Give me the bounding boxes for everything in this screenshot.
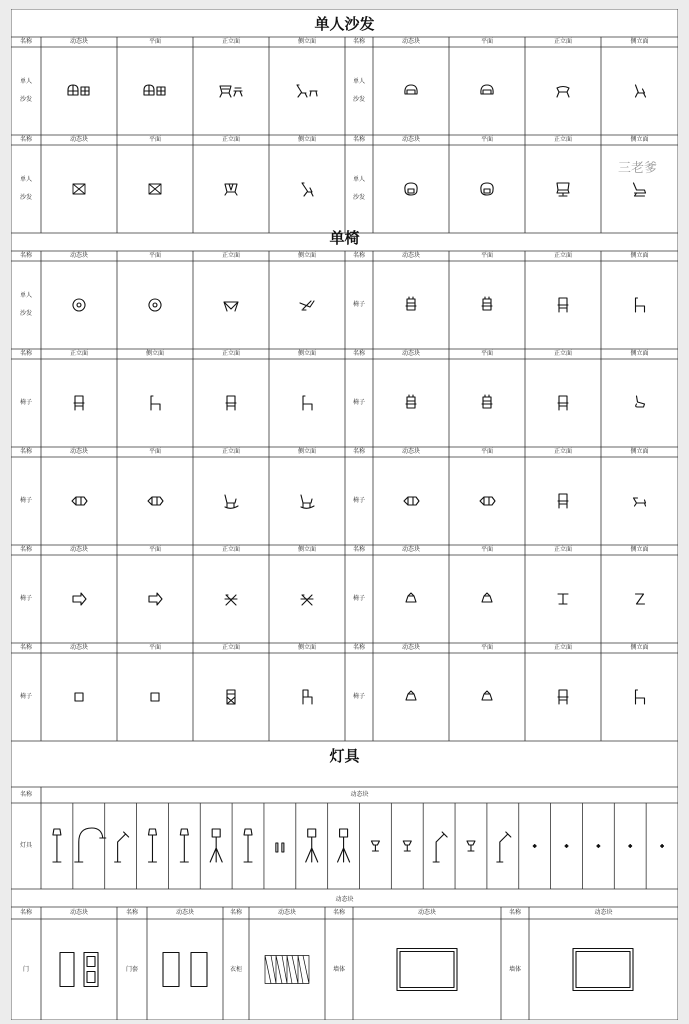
row-label: 灯具 — [19, 842, 32, 849]
row-label: 单人沙发 — [20, 176, 33, 201]
recliner-side-icon — [634, 498, 646, 506]
column-header: 名称 — [19, 136, 32, 143]
column-header: 平面 — [148, 448, 161, 455]
egg-chair-front-icon — [557, 183, 569, 196]
drawing-sheet — [11, 9, 678, 1020]
lamp-dot-icon — [534, 845, 536, 847]
desk-lamp-icon — [497, 832, 511, 862]
column-header: 正立面 — [553, 546, 572, 553]
column-header: 动态块 — [401, 252, 420, 259]
butterfly-chair-icon — [73, 184, 85, 194]
egg-chair-icon — [405, 183, 417, 195]
column-header: 侧立面 — [297, 546, 316, 553]
square-stool-icon — [151, 693, 159, 701]
column-header: 侧立面 — [630, 644, 649, 651]
section-title: 单椅 — [329, 229, 360, 247]
section-title: 单人沙发 — [314, 15, 375, 33]
column-header: 名称 — [19, 909, 32, 916]
column-header: 名称 — [352, 448, 365, 455]
column-header: 正立面 — [553, 252, 572, 259]
armchair-side-icon — [297, 85, 317, 97]
column-header: 平面 — [480, 136, 493, 143]
chair-side-icon — [636, 298, 645, 312]
chair-icon — [406, 395, 416, 408]
column-header: 动态块 — [401, 546, 420, 553]
column-header: 平面 — [148, 644, 161, 651]
column-header: 正立面 — [221, 644, 240, 651]
chair-front-icon — [74, 396, 84, 410]
rocking-chair-icon — [225, 495, 238, 508]
chair-front-icon — [558, 396, 568, 410]
wall-icon — [573, 949, 633, 991]
column-header: 平面 — [148, 136, 161, 143]
column-header: 名称 — [352, 350, 365, 357]
column-header: 平面 — [480, 546, 493, 553]
column-header: 正立面 — [553, 644, 572, 651]
square-stool-icon — [75, 693, 83, 701]
stool-side-icon — [636, 594, 645, 604]
column-header: 正立面 — [221, 350, 240, 357]
sling-chair-front-icon — [224, 302, 238, 311]
column-header: 动态块 — [69, 136, 88, 143]
row-label: 椅子 — [19, 399, 32, 406]
armchair-front-icon — [220, 86, 242, 97]
chair-icon — [482, 297, 492, 310]
tripod-lamp-icon — [210, 829, 222, 862]
column-header: 平面 — [148, 38, 161, 45]
column-header: 平面 — [480, 350, 493, 357]
recliner-icon — [72, 497, 87, 505]
cantilever-chair-icon — [636, 396, 645, 407]
round-chair-side-icon — [636, 85, 646, 97]
desk-lamp-icon — [115, 832, 129, 862]
column-header: 名称 — [19, 644, 32, 651]
lamp-dot-icon — [629, 845, 631, 847]
recliner-icon — [480, 497, 495, 505]
column-header: 平面 — [480, 644, 493, 651]
row-label: 门套 — [125, 965, 138, 973]
row-label: 单人沙发 — [353, 176, 366, 201]
column-header: 侧立面 — [630, 252, 649, 259]
column-header: 侧立面 — [630, 136, 649, 143]
column-header: 动态块 — [401, 136, 420, 143]
section-title: 灯具 — [329, 747, 360, 765]
column-header: 正立面 — [221, 252, 240, 259]
column-header: 名称 — [19, 350, 32, 357]
row-label: 椅子 — [19, 693, 32, 700]
butterfly-chair-front-icon — [225, 184, 237, 195]
chair-side-icon — [303, 396, 312, 410]
table-grid — [11, 9, 678, 1020]
chair-side-icon — [636, 690, 645, 704]
round-chair-icon — [405, 85, 417, 94]
column-header: 名称 — [352, 136, 365, 143]
lamp-pair-icon — [276, 843, 284, 852]
row-label: 单人沙发 — [353, 78, 366, 103]
column-header: 动态块 — [350, 791, 369, 798]
recliner-icon — [148, 497, 163, 505]
column-header: 侧立面 — [297, 136, 316, 143]
column-header: 侧立面 — [145, 350, 164, 357]
column-header: 侧立面 — [297, 350, 316, 357]
column-header: 动态块 — [69, 909, 88, 916]
stool-front-icon — [558, 594, 568, 604]
column-header: 正立面 — [553, 38, 572, 45]
tripod-lamp-icon — [338, 829, 350, 862]
row-label: 衣柜 — [229, 965, 242, 973]
row-label: 单人沙发 — [20, 78, 33, 103]
column-header: 平面 — [148, 546, 161, 553]
column-header: 名称 — [352, 252, 365, 259]
chair-front-icon — [558, 690, 568, 704]
stool-icon — [482, 593, 492, 602]
row-label: 椅子 — [352, 693, 365, 700]
column-header: 正立面 — [221, 38, 240, 45]
column-header: 侧立面 — [630, 38, 649, 45]
chair-side-icon — [151, 396, 160, 410]
door-frame-icon — [191, 953, 207, 987]
butterfly-chair-icon — [149, 184, 161, 194]
stool-icon — [406, 691, 416, 700]
column-header: 名称 — [352, 38, 365, 45]
chair-icon — [482, 395, 492, 408]
column-header: 动态块 — [69, 546, 88, 553]
column-header: 正立面 — [221, 448, 240, 455]
column-header: 名称 — [19, 448, 32, 455]
column-header: 动态块 — [401, 448, 420, 455]
column-header: 动态块 — [69, 252, 88, 259]
column-header: 正立面 — [69, 350, 88, 357]
row-label: 椅子 — [19, 497, 32, 504]
armchair-pair-icon — [144, 85, 165, 95]
column-header: 动态块 — [594, 909, 613, 916]
column-header: 名称 — [229, 909, 242, 916]
chair-front-icon — [558, 298, 568, 312]
wardrobe-icon — [265, 956, 309, 984]
lamp-dot-icon — [661, 845, 663, 847]
floor-lamp-icon — [244, 829, 252, 862]
director-chair-side-icon — [303, 690, 312, 704]
column-header: 名称 — [19, 252, 32, 259]
column-header: 正立面 — [221, 546, 240, 553]
arrow-chair-icon — [73, 593, 86, 605]
column-header: 侧立面 — [297, 448, 316, 455]
round-chair-icon — [481, 85, 493, 94]
column-header: 名称 — [19, 791, 32, 798]
column-header: 侧立面 — [630, 546, 649, 553]
column-header: 侧立面 — [630, 448, 649, 455]
rocking-chair-icon — [301, 495, 314, 508]
butterfly-chair-side-icon — [302, 183, 313, 196]
column-header: 名称 — [352, 644, 365, 651]
column-header: 动态块 — [69, 448, 88, 455]
round-seat-icon — [73, 299, 85, 311]
watermark: 三老爹 — [618, 161, 658, 176]
column-header: 平面 — [480, 448, 493, 455]
column-header: 平面 — [480, 252, 493, 259]
column-header: 侧立面 — [297, 644, 316, 651]
stool-icon — [482, 691, 492, 700]
row-label: 椅子 — [352, 399, 365, 406]
column-header: 名称 — [19, 546, 32, 553]
column-header: 动态块 — [175, 909, 194, 916]
chair-front-icon — [558, 494, 568, 508]
column-header: 动态块 — [417, 909, 436, 916]
floor-lamp-icon — [148, 829, 156, 862]
column-header: 动态块 — [69, 644, 88, 651]
column-header: 正立面 — [553, 136, 572, 143]
lamp-dot-icon — [566, 845, 568, 847]
column-header: 正立面 — [221, 136, 240, 143]
column-header: 正立面 — [553, 448, 572, 455]
door-frame-icon — [163, 953, 179, 987]
sling-chair-side-icon — [300, 301, 314, 310]
column-header: 正立面 — [553, 350, 572, 357]
column-header: 名称 — [19, 38, 32, 45]
arc-lamp-icon — [75, 828, 106, 862]
floor-lamp-icon — [180, 829, 188, 862]
row-label: 椅子 — [352, 595, 365, 602]
round-seat-icon — [149, 299, 161, 311]
column-header: 侧立面 — [630, 350, 649, 357]
column-header: 动态块 — [401, 38, 420, 45]
floor-lamp-icon — [53, 829, 61, 862]
column-header: 动态块 — [69, 38, 88, 45]
arrow-chair-icon — [149, 593, 162, 605]
row-label: 门 — [22, 965, 29, 973]
row-label: 墙体 — [332, 965, 345, 973]
column-header: 侧立面 — [297, 38, 316, 45]
tripod-lamp-icon — [306, 829, 318, 862]
director-chair-front-icon — [227, 690, 235, 704]
column-header: 动态块 — [277, 909, 296, 916]
column-header: 名称 — [352, 546, 365, 553]
chair-icon — [406, 297, 416, 310]
wall-icon — [397, 949, 457, 991]
column-header: 平面 — [480, 38, 493, 45]
row-label: 椅子 — [19, 595, 32, 602]
column-header: 名称 — [332, 909, 345, 916]
column-header: 平面 — [148, 252, 161, 259]
row-label: 椅子 — [352, 497, 365, 504]
door-panel-icon — [84, 953, 98, 987]
folding-chair-icon — [225, 595, 237, 605]
lounge-chair-side-icon — [634, 183, 646, 196]
table-lamp-icon — [371, 841, 379, 851]
column-header: 动态块 — [401, 350, 420, 357]
chair-front-icon — [226, 396, 236, 410]
folding-chair-icon — [301, 595, 313, 605]
egg-chair-icon — [481, 183, 493, 195]
recliner-icon — [404, 497, 419, 505]
desk-lamp-icon — [433, 832, 447, 862]
round-chair-front-icon — [557, 87, 569, 98]
armchair-pair-icon — [68, 85, 89, 95]
column-header: 侧立面 — [297, 252, 316, 259]
column-header: 动态块 — [335, 896, 354, 903]
table-lamp-icon — [467, 841, 475, 851]
stool-icon — [406, 593, 416, 602]
column-header: 动态块 — [401, 644, 420, 651]
column-header: 名称 — [508, 909, 521, 916]
row-label: 单人沙发 — [20, 292, 33, 317]
row-label: 椅子 — [352, 301, 365, 308]
lamp-dot-icon — [597, 845, 599, 847]
column-header: 名称 — [125, 909, 138, 916]
table-lamp-icon — [403, 841, 411, 851]
door-single-icon — [60, 953, 74, 987]
row-label: 墙体 — [508, 965, 521, 973]
